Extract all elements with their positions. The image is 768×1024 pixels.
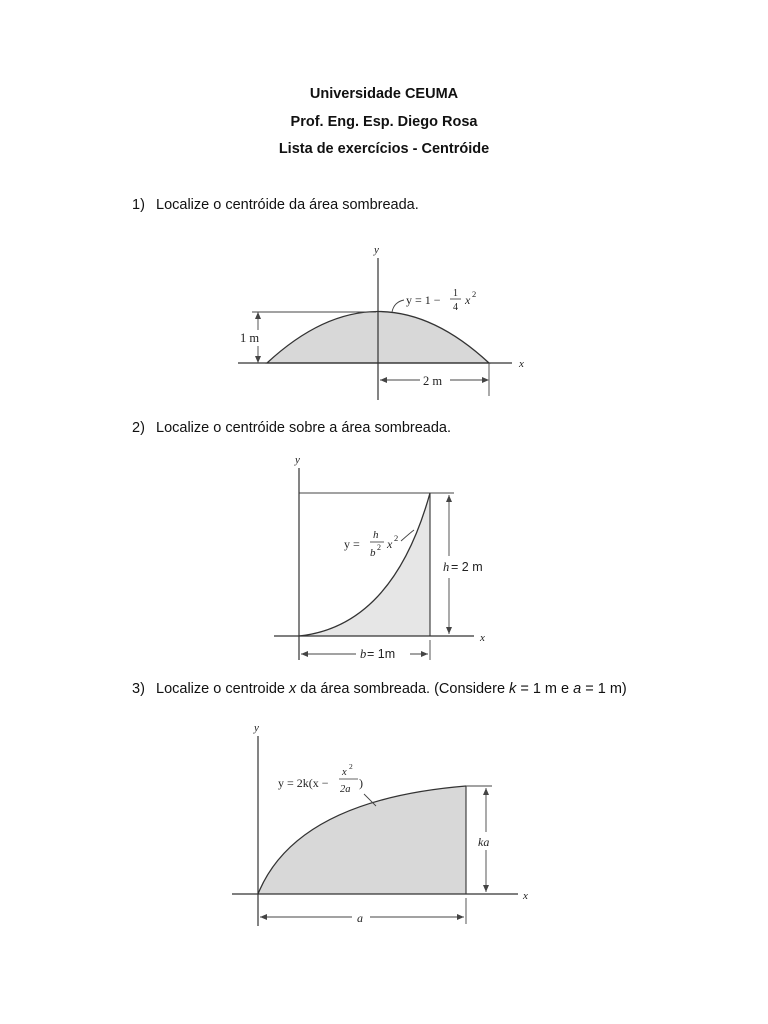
figure-3-x-label: x xyxy=(523,890,528,902)
figure-2-equation-exp: 2 xyxy=(394,533,399,543)
question-1-text: Localize o centróide da área sombreada. xyxy=(156,197,419,213)
question-2-number: 2) xyxy=(132,420,145,436)
figure-1-frac-den: 4 xyxy=(453,302,458,313)
question-3-k-var: k xyxy=(509,681,517,697)
figure-2-y-label: y xyxy=(295,454,300,466)
question-2-text: Localize o centróide sobre a área sombreada. xyxy=(156,420,452,436)
figure-1-equation-var: x xyxy=(465,293,471,307)
figure-2-width-value: = 1m xyxy=(367,647,396,661)
question-3-a-value: = 1 m) xyxy=(581,681,627,697)
figure-2-width-var: b xyxy=(360,647,367,661)
question-1-number: 1) xyxy=(132,197,145,213)
figure-3-frac-num: x xyxy=(342,767,347,778)
question-3-a-var: a xyxy=(573,681,582,697)
professor-name: Prof. Eng. Esp. Diego Rosa xyxy=(290,114,478,130)
figure-1-equation-lhs: y = 1 − xyxy=(406,293,441,307)
figure-1-equation-exp: 2 xyxy=(472,289,477,299)
figure-1-width-label: 2 m xyxy=(423,374,443,388)
figure-1-x-label: x xyxy=(519,358,524,370)
question-3-k-value: = 1 m e xyxy=(516,681,574,697)
question-3-text-b: da área sombreada. (Considere xyxy=(296,681,510,697)
figure-1-height-label: 1 m xyxy=(240,331,260,345)
figure-2-frac-num: h xyxy=(373,529,379,541)
figure-1-y-label: y xyxy=(374,244,379,256)
figure-2-equation-var: x xyxy=(387,537,393,551)
question-3-text-a: Localize o centroide xyxy=(156,681,289,697)
figure-3-equation-rhs: ) xyxy=(359,776,363,790)
figure-3-y-label: y xyxy=(254,722,259,734)
figure-2-height-var: h xyxy=(443,560,450,574)
figure-3-height-label: ka xyxy=(478,835,490,849)
figure-3-shaded-area xyxy=(258,786,466,894)
figure-3-frac-den: 2a xyxy=(340,784,351,795)
figure-2-frac-den-exp: 2 xyxy=(377,543,381,552)
question-3-x-var: x xyxy=(289,681,297,697)
figure-2-x-label: x xyxy=(480,632,485,644)
university-title: Universidade CEUMA xyxy=(309,86,459,102)
list-title: Lista de exercícios - Centróide xyxy=(278,141,490,157)
figure-2-frac-den: b xyxy=(370,547,376,559)
figure-2-height-value: = 2 m xyxy=(451,560,483,574)
question-3-number: 3) xyxy=(132,681,145,697)
figure-3-frac-num-exp: 2 xyxy=(349,762,353,771)
figure-3-equation-lhs: y = 2k(x − xyxy=(278,776,329,790)
figure-2-equation-lhs: y = xyxy=(344,537,360,551)
figure-1-frac-num: 1 xyxy=(453,288,458,299)
figure-3-width-label: a xyxy=(357,911,363,925)
